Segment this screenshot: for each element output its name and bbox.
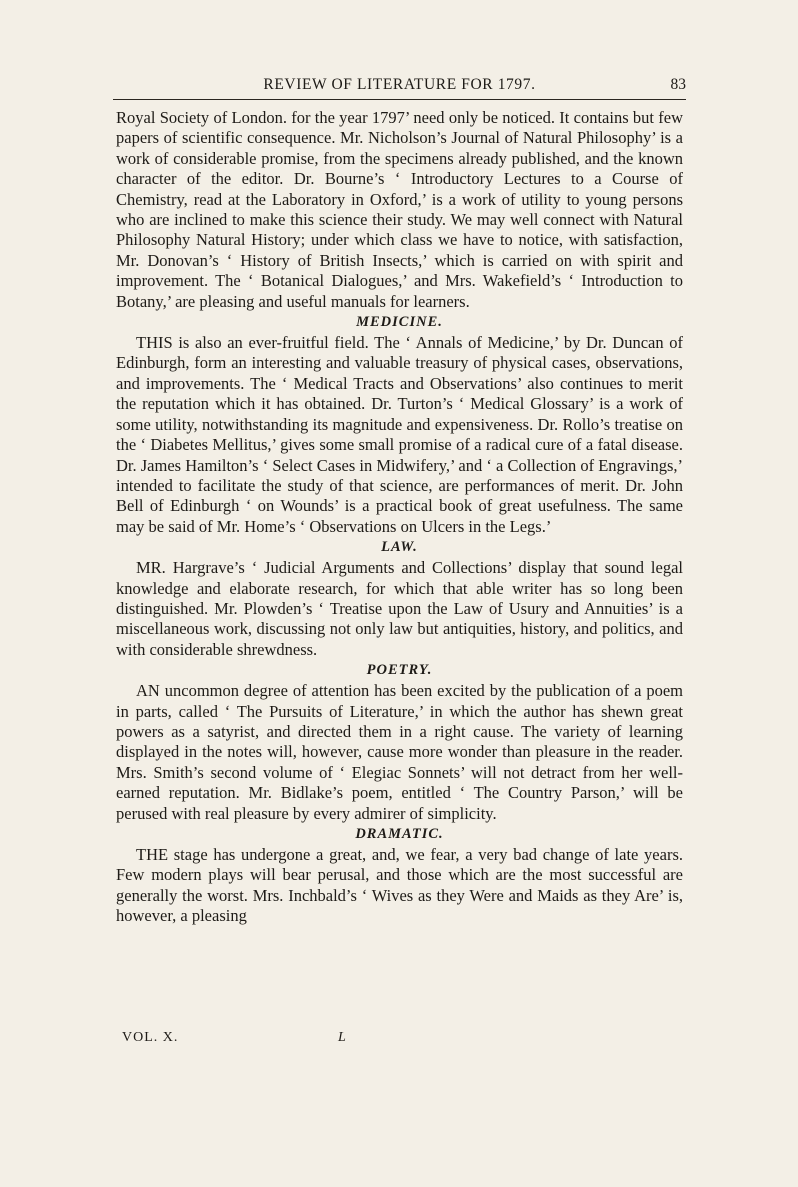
section-text-law: MR. Hargrave’s ‘ Judicial Arguments and Collections’ display that sound legal knowledge and elaborate research, for which that able writer has so long been distinguished. Mr. Plowden’s ‘ Treatise upon the Law of Usury and Annuities’ is a miscellaneous work, discussing not only law but antiquities, history, and politics, and with considerable shrewdness. (116, 558, 683, 659)
page-body (116, 108, 683, 927)
section-heading-law: LAW. (381, 539, 418, 556)
running-header (113, 73, 686, 100)
running-title: REVIEW OF LITERATURE FOR 1797. (263, 76, 536, 93)
volume-mark: VOL. X. (122, 1030, 179, 1045)
intro-paragraph: Royal Society of London. for the year 1797’ need only be noticed. It contains but few papers of scientific consequence. Mr. Nicholson’s Journal of Natural Philosophy’ is a work of considerable promise, from the specimens already published, and the known character of the editor. Dr. Bourne’s ‘ Introductory Lectures to a Course of Chemistry, read at the Laboratory in Oxford,’ is a work of utility to young persons who are inclined to make this science their study. We may well connect with Natural Philosophy Natural History; under which class we have to notice, with satisfaction, Mr. Donovan’s ‘ History of British Insects,’ which is carried on with spirit and improvement. The ‘ Botanical Dialogues,’ and Mrs. Wakefield’s ‘ Introduction to Botany,’ are pleasing and useful manuals for learners. (116, 108, 683, 311)
section-heading-dramatic: DRAMATIC. (355, 826, 444, 842)
page-number: 83 (670, 76, 686, 93)
section-text-dramatic: THE stage has undergone a great, and, we fear, a very bad change of late years. Few modern plays will bear perusal, and those which are the most successful are generally the worst. Mrs. Inchbald’s ‘ Wives as they Were and Maids as they Are’ is, however, a pleasing (116, 845, 683, 926)
section-text-poetry: AN uncommon degree of attention has been excited by the publication of a poem in parts, called ‘ The Pursuits of Literature,’ in which the author has shewn great powers as a satyrist, and directed them in a right cause. The variety of learning displayed in the notes will, however, cause more wonder than pleasure in the reader. Mrs. Smith’s second volume of ‘ Elegiac Sonnets’ will not detract from her well-earned reputation. Mr. Bidlake’s poem, entitled ‘ The Country Parson,’ will be perused with real pleasure by every admirer of simplicity. (116, 681, 683, 823)
section-text-medicine: THIS is also an ever-fruitful field. The ‘ Annals of Medicine,’ by Dr. Duncan of Edinburgh, form an interesting and valuable treasury of physical cases, observations, and improvements. The ‘ Medical Tracts and Observations’ also continues to merit the reputation which it has obtained. Dr. Turton’s ‘ Medical Glossary’ is a work of some utility, notwithstanding its magnitude and expensiveness. Dr. Rollo’s treatise on the ‘ Diabetes Mellitus,’ gives some small promise of a radical cure of a fatal disease. Dr. James Hamilton’s ‘ Select Cases in Midwifery,’ and ‘ a Collection of Engravings,’ intended to facilitate the study of that science, are performances of merit. Dr. John Bell of Edinburgh ‘ on Wounds’ is a practical book of great usefulness. The same may be said of Mr. Home’s ‘ Observations on Ulcers in the Legs.’ (116, 333, 683, 536)
section-heading-poetry: POETRY. (366, 662, 433, 679)
signature-mark: L (338, 1030, 346, 1045)
section-heading-medicine: MEDICINE. (356, 314, 443, 331)
